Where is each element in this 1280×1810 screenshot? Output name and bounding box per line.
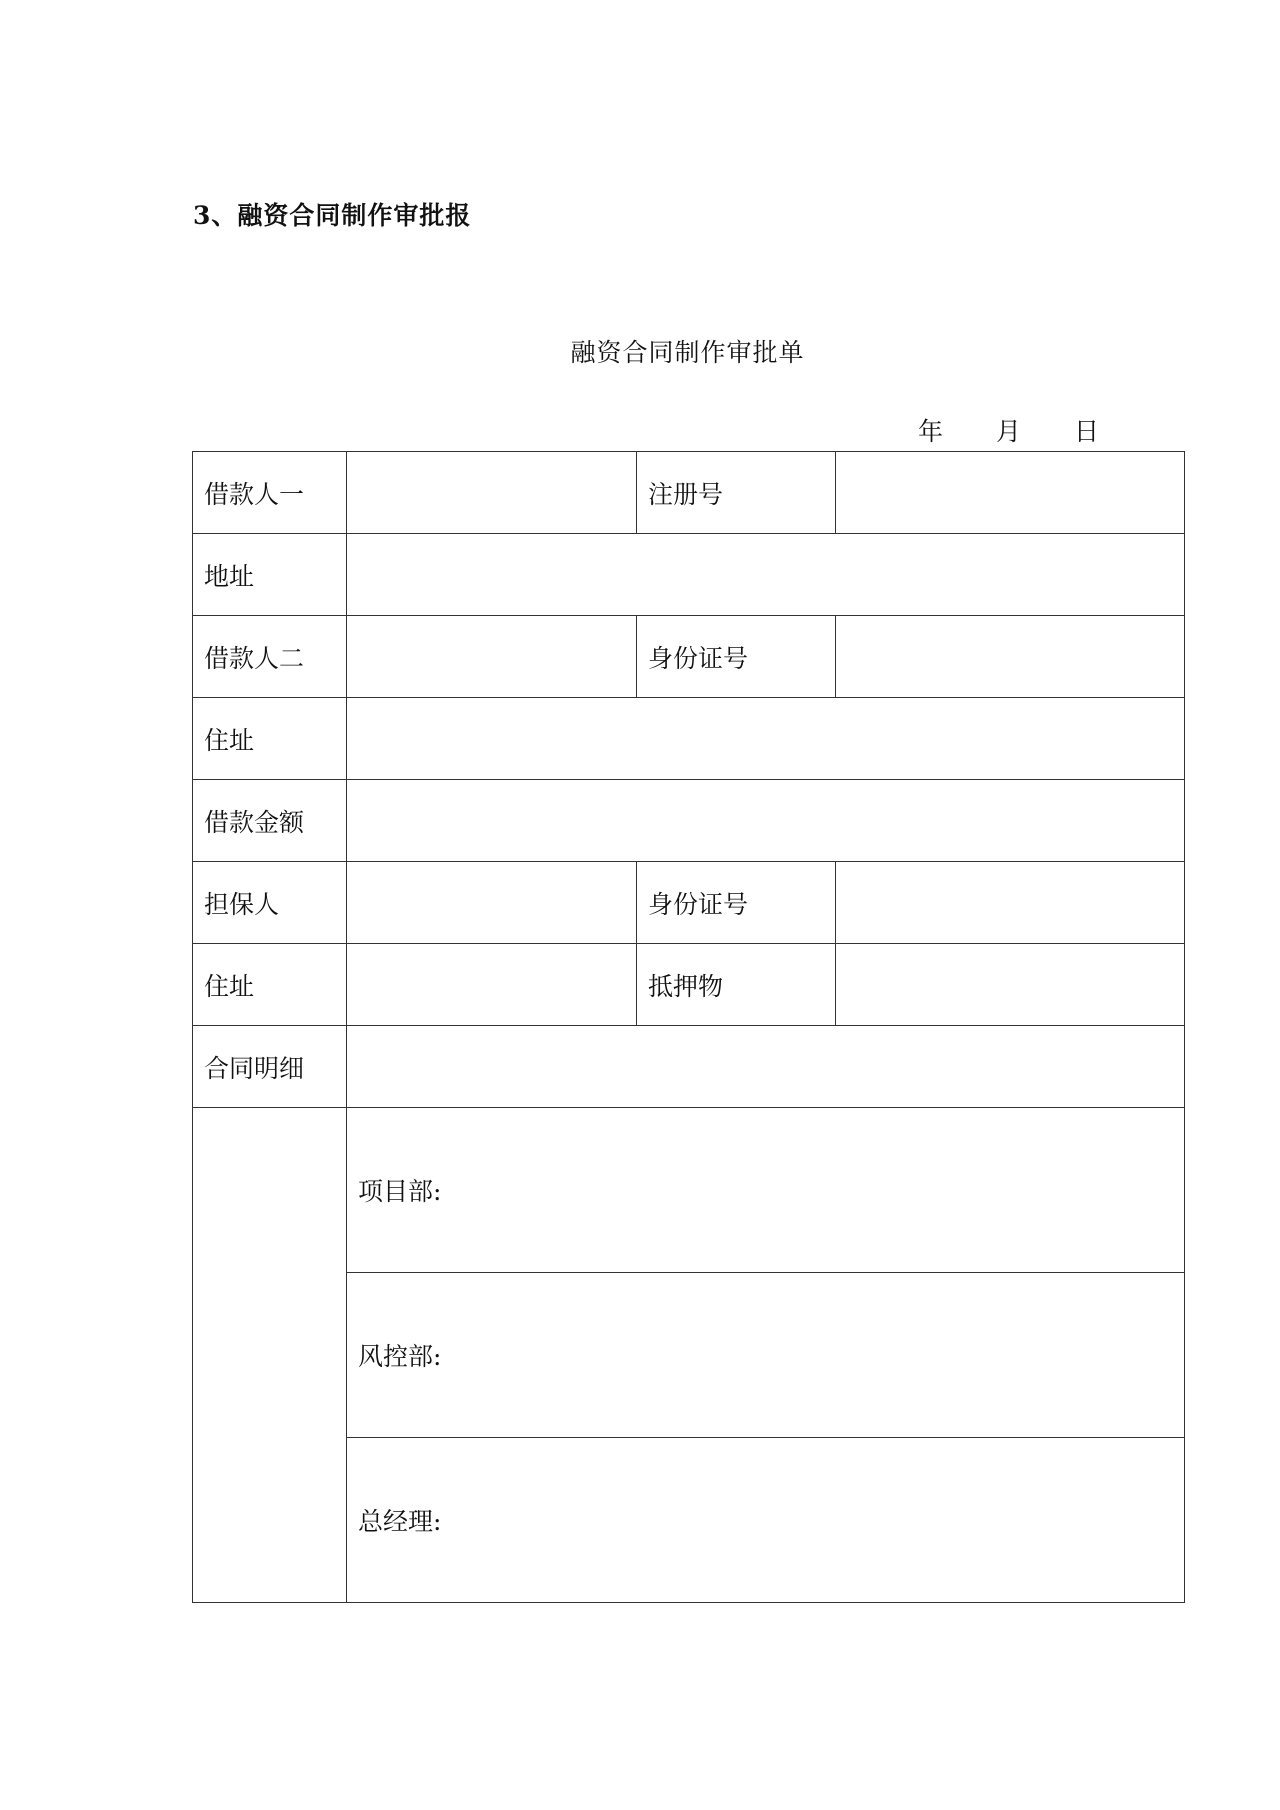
registration-no-label: 注册号 bbox=[637, 452, 836, 534]
borrower1-field[interactable] bbox=[347, 452, 637, 534]
guarantor-field[interactable] bbox=[347, 862, 637, 944]
address-value[interactable] bbox=[358, 534, 1173, 615]
residence-value[interactable] bbox=[358, 698, 1173, 779]
borrower1-value[interactable] bbox=[358, 452, 625, 533]
project-dept-approval-field[interactable] bbox=[347, 1108, 1185, 1273]
registration-no-value[interactable] bbox=[847, 452, 1173, 533]
general-manager-label: 总经理: bbox=[358, 1507, 442, 1536]
approval-label-cell bbox=[193, 1108, 347, 1603]
row-contract-details bbox=[193, 1026, 1185, 1108]
loan-amount-field[interactable] bbox=[347, 780, 1185, 862]
guarantor-residence-value[interactable] bbox=[358, 944, 625, 1025]
registration-no-field[interactable] bbox=[836, 452, 1185, 534]
date-day-label: 日 bbox=[1074, 417, 1100, 446]
guarantor-label: 担保人 bbox=[193, 862, 347, 944]
collateral-field[interactable] bbox=[836, 944, 1185, 1026]
date-year-label: 年 bbox=[918, 417, 944, 446]
loan-amount-value[interactable] bbox=[358, 780, 1173, 861]
risk-control-approval-field[interactable] bbox=[347, 1273, 1185, 1438]
guarantor-id-value[interactable] bbox=[847, 862, 1173, 943]
section-heading: 3、融资合同制作审批报 bbox=[193, 201, 472, 230]
collateral-value[interactable] bbox=[847, 944, 1173, 1025]
row-guarantor bbox=[193, 862, 1185, 944]
borrower1-label: 借款人一 bbox=[193, 452, 347, 534]
borrower2-label: 借款人二 bbox=[193, 616, 347, 698]
approval-form-table bbox=[192, 451, 1185, 1603]
residence-label: 住址 bbox=[193, 698, 347, 780]
row-borrower1 bbox=[193, 452, 1185, 534]
row-guarantor-residence bbox=[193, 944, 1185, 1026]
borrower2-id-value[interactable] bbox=[847, 616, 1173, 697]
risk-control-label: 风控部: bbox=[358, 1342, 442, 1371]
address-label: 地址 bbox=[193, 534, 347, 616]
row-approval-project bbox=[193, 1108, 1185, 1273]
row-address bbox=[193, 534, 1185, 616]
contract-details-value[interactable] bbox=[358, 1026, 1173, 1107]
general-manager-approval-field[interactable] bbox=[347, 1438, 1185, 1603]
row-residence bbox=[193, 698, 1185, 780]
address-field[interactable] bbox=[347, 534, 1185, 616]
collateral-label: 抵押物 bbox=[637, 944, 836, 1026]
form-title: 融资合同制作审批单 bbox=[570, 338, 805, 367]
guarantor-id-field[interactable] bbox=[836, 862, 1185, 944]
borrower2-id-label: 身份证号 bbox=[637, 616, 836, 698]
contract-details-label: 合同明细 bbox=[193, 1026, 347, 1108]
contract-details-field[interactable] bbox=[347, 1026, 1185, 1108]
row-loan-amount bbox=[193, 780, 1185, 862]
residence-field[interactable] bbox=[347, 698, 1185, 780]
guarantor-id-label: 身份证号 bbox=[637, 862, 836, 944]
row-borrower2 bbox=[193, 616, 1185, 698]
project-dept-label: 项目部: bbox=[358, 1177, 442, 1206]
borrower2-id-field[interactable] bbox=[836, 616, 1185, 698]
borrower2-value[interactable] bbox=[358, 616, 625, 697]
guarantor-residence-field[interactable] bbox=[347, 944, 637, 1026]
loan-amount-label: 借款金额 bbox=[193, 780, 347, 862]
borrower2-field[interactable] bbox=[347, 616, 637, 698]
date-month-label: 月 bbox=[996, 417, 1022, 446]
guarantor-residence-label: 住址 bbox=[193, 944, 347, 1026]
guarantor-value[interactable] bbox=[358, 862, 625, 943]
